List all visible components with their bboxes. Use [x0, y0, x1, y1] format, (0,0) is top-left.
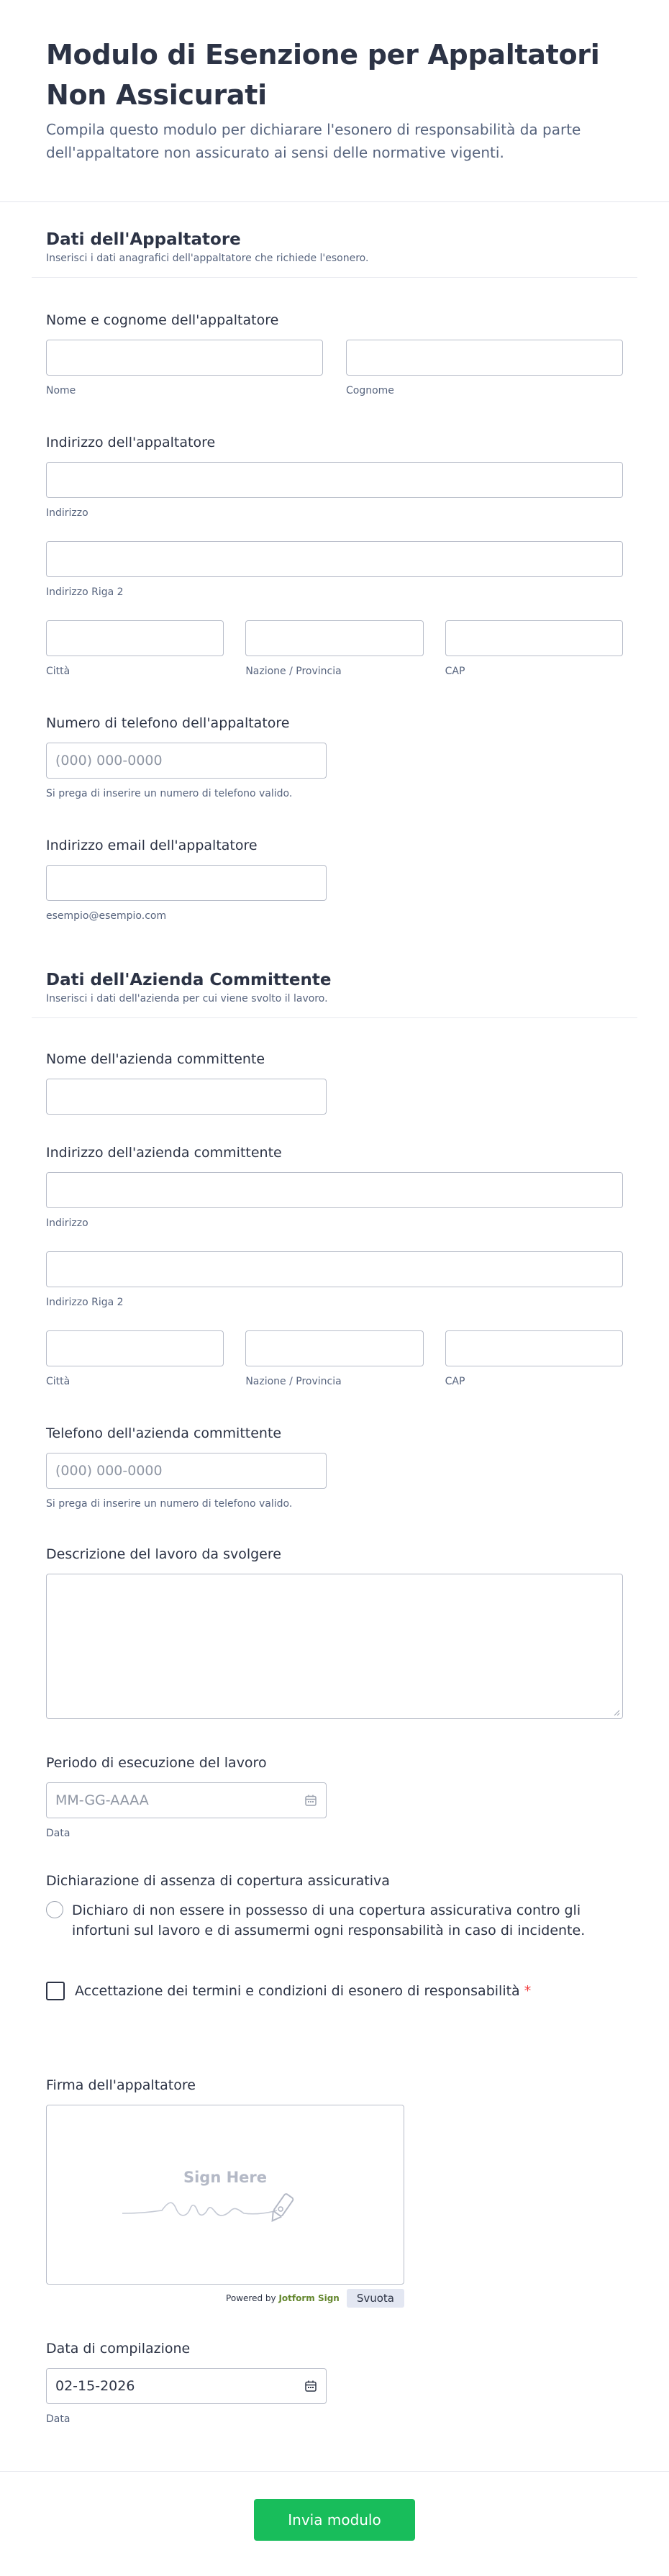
- required-asterisk: *: [524, 1983, 532, 1999]
- email-input[interactable]: [46, 865, 327, 901]
- section-title: Dati dell'Azienda Committente: [46, 971, 332, 989]
- street-address-line2-input[interactable]: [46, 541, 623, 577]
- street-address-line2-input[interactable]: [46, 1251, 623, 1287]
- field-label: Firma dell'appaltatore: [46, 2077, 196, 2093]
- company-name-field: [32, 1050, 637, 1115]
- date-placeholder: MM-GG-AAAA: [55, 1792, 149, 1808]
- contractor-phone-field: [32, 714, 637, 800]
- date-sublabel: Data: [46, 2413, 70, 2425]
- fill-date-input[interactable]: [46, 2368, 327, 2404]
- signature-pad[interactable]: [46, 2105, 404, 2285]
- work-period-date-input[interactable]: [46, 1782, 327, 1818]
- fill-date-field: [32, 2339, 637, 2426]
- section-subtitle: Inserisci i dati anagrafici dell'appaltatore che richiede l'esonero.: [46, 253, 369, 264]
- calendar-icon[interactable]: [304, 1794, 317, 1807]
- contractor-email-field: [32, 836, 637, 922]
- company-address-field: [32, 1143, 637, 1388]
- terms-field: [32, 1981, 637, 2001]
- form-header: [0, 0, 669, 202]
- form-footer: [0, 2471, 669, 2576]
- city-sublabel: Città: [46, 666, 70, 677]
- date-value: 02-15-2026: [55, 2378, 135, 2394]
- field-label: Indirizzo email dell'appaltatore: [46, 838, 258, 853]
- field-label: Periodo di esecuzione del lavoro: [46, 1755, 267, 1771]
- terms-label: Accettazione dei termini e condizioni di esonero di responsabilità *: [75, 1983, 532, 1999]
- work-description-textarea[interactable]: [46, 1574, 623, 1719]
- clear-signature-button[interactable]: Svuota: [347, 2289, 404, 2308]
- city-input[interactable]: [46, 1330, 224, 1366]
- calendar-icon[interactable]: [304, 2380, 317, 2393]
- field-label: Indirizzo dell'azienda committente: [46, 1145, 282, 1161]
- street2-sublabel: Indirizzo Riga 2: [46, 586, 124, 598]
- street-address-input[interactable]: [46, 1172, 623, 1208]
- phone-placeholder: (000) 000-0000: [55, 753, 163, 768]
- state-sublabel: Nazione / Provincia: [245, 666, 342, 677]
- company-name-input[interactable]: [46, 1079, 327, 1115]
- signature-scribble-icon: [119, 2186, 334, 2229]
- insurance-declaration-field: [32, 1872, 637, 1941]
- street2-sublabel: Indirizzo Riga 2: [46, 1297, 124, 1308]
- zip-input[interactable]: [445, 620, 623, 656]
- phone-input[interactable]: [46, 743, 327, 779]
- powered-by-text: Powered by Jotform Sign: [226, 2293, 340, 2303]
- contractor-name-field: [32, 311, 637, 397]
- city-sublabel: Città: [46, 1376, 70, 1387]
- zip-input[interactable]: [445, 1330, 623, 1366]
- signature-field: [32, 2076, 637, 2308]
- phone-placeholder: (000) 000-0000: [55, 1463, 163, 1479]
- contractor-address-field: [32, 433, 637, 678]
- first-name-input[interactable]: [46, 340, 323, 376]
- form-description: Compila questo modulo per dichiarare l'esonero di responsabilità da parte dell'appaltatore non assicurato ai sensi delle normative vigenti.: [46, 121, 581, 161]
- form-content: [0, 202, 669, 2426]
- street-sublabel: Indirizzo: [46, 507, 88, 519]
- field-label: Telefono dell'azienda committente: [46, 1425, 282, 1441]
- field-label: Indirizzo dell'appaltatore: [46, 435, 216, 450]
- state-input[interactable]: [245, 1330, 423, 1366]
- field-label: Nome dell'azienda committente: [46, 1051, 265, 1067]
- company-section-header: [32, 922, 637, 1018]
- resize-handle-icon[interactable]: [613, 1709, 620, 1716]
- last-name-input[interactable]: [346, 340, 623, 376]
- city-input[interactable]: [46, 620, 224, 656]
- phone-sublabel: Si prega di inserire un numero di telefono valido.: [46, 788, 293, 799]
- first-name-sublabel: Nome: [46, 385, 76, 396]
- field-label: Numero di telefono dell'appaltatore: [46, 715, 290, 731]
- field-label: Dichiarazione di assenza di copertura assicurativa: [46, 1873, 390, 1889]
- state-sublabel: Nazione / Provincia: [245, 1376, 342, 1387]
- jotform-sign-brand: Jotform Sign: [278, 2293, 340, 2303]
- terms-option[interactable]: [46, 1981, 623, 2001]
- section-title: Dati dell'Appaltatore: [46, 230, 241, 249]
- company-phone-field: [32, 1424, 637, 1510]
- phone-sublabel: Si prega di inserire un numero di telefono valido.: [46, 1498, 293, 1510]
- terms-checkbox[interactable]: [46, 1982, 65, 2000]
- contractor-section-header: [32, 202, 637, 278]
- state-input[interactable]: [245, 620, 423, 656]
- sign-here-text: Sign Here: [183, 2169, 268, 2186]
- work-period-field: [32, 1754, 637, 1840]
- last-name-sublabel: Cognome: [346, 385, 394, 396]
- zip-sublabel: CAP: [445, 1376, 465, 1387]
- insurance-declaration-option[interactable]: [46, 1900, 623, 1941]
- field-label: Nome e cognome dell'appaltatore: [46, 312, 279, 328]
- sign-here-placeholder: [47, 2169, 404, 2186]
- date-sublabel: Data: [46, 1828, 70, 1839]
- zip-sublabel: CAP: [445, 666, 465, 677]
- radio-button[interactable]: [46, 1901, 63, 1918]
- street-address-input[interactable]: [46, 462, 623, 498]
- email-sublabel: esempio@esempio.com: [46, 910, 167, 922]
- option-text: Dichiaro di non essere in possesso di una copertura assicurativa contro gli infortuni sul lavoro e di assumermi ogni responsabilità in caso di incidente.: [72, 1902, 586, 1938]
- field-label: Data di compilazione: [46, 2341, 191, 2357]
- signature-footer: [46, 2289, 404, 2308]
- section-subtitle: Inserisci i dati dell'azienda per cui viene svolto il lavoro.: [46, 993, 328, 1004]
- work-description-field: [32, 1545, 637, 1719]
- street-sublabel: Indirizzo: [46, 1217, 88, 1229]
- submit-button[interactable]: Invia modulo: [254, 2499, 415, 2541]
- company-phone-input[interactable]: [46, 1453, 327, 1489]
- field-label: Descrizione del lavoro da svolgere: [46, 1546, 281, 1562]
- form-title: Modulo di Esenzione per Appaltatori Non Assicurati: [46, 39, 600, 111]
